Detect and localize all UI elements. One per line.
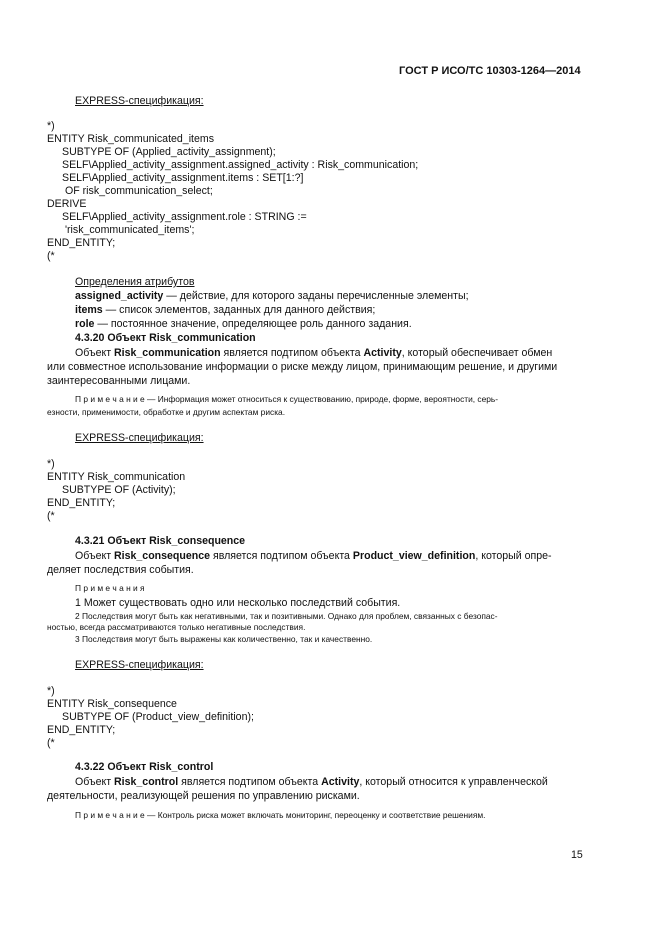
notes-label: П р и м е ч а н и я [75, 583, 145, 593]
attribute-desc: — список элементов, заданных для данного действия; [102, 304, 376, 316]
paragraph [75, 550, 552, 563]
paragraph-line: заинтересованными лицами. [47, 375, 191, 387]
paragraph-line: деятельности, реализующей решения по управлению рисками. [47, 790, 360, 802]
note-label: П р и м е ч а н и е [75, 394, 145, 404]
text: Объект [75, 347, 115, 359]
code-line: (* [47, 250, 55, 262]
express-spec-heading: EXPRESS-спецификация: [75, 432, 204, 444]
note: 3 Последствия могут быть выражены как количественно, так и качественно. [75, 634, 373, 644]
code-line: ENTITY Risk_communicated_items [47, 133, 215, 145]
code-line: SELF\Applied_activity_assignment.role : STRING := [62, 211, 307, 223]
entity-name: Risk_communication [114, 347, 221, 359]
note-line: езности, применимости, обработке и другим аспектам риска. [47, 407, 286, 417]
express-spec-heading: EXPRESS-спецификация: [75, 659, 204, 671]
text: , который обеспечивает обмен [401, 347, 553, 359]
note: 1 Может существовать одно или несколько последствий события. [75, 597, 401, 609]
text: является подтипом объекта [178, 776, 322, 788]
code-line: OF risk_communication_select; [65, 185, 213, 197]
text: Объект [75, 550, 115, 562]
entity-name: Risk_consequence [114, 550, 211, 562]
text: является подтипом объекта [210, 550, 353, 562]
paragraph-line: или совместное использование информации о риске между лицом, принимающим решение, и другими [47, 361, 558, 373]
code-line: END_ENTITY; [47, 724, 116, 736]
code-line: ENTITY Risk_communication [47, 471, 186, 483]
document-header: ГОСТ Р ИСО/ТС 10303-1264—2014 [399, 65, 581, 77]
paragraph-line: деляет последствия события. [47, 564, 194, 576]
express-spec-heading: EXPRESS-спецификация: [75, 95, 204, 107]
paragraph [75, 347, 552, 360]
section-title: 4.3.22 Объект Risk_control [75, 761, 214, 773]
note: 2 Последствия могут быть как негативными, так и позитивными. Однако для проблем, связанных с безопас- [75, 611, 498, 621]
section-title: 4.3.21 Объект Risk_consequence [75, 535, 246, 547]
entity-name: Product_view_definition [352, 550, 476, 562]
code-line: (* [47, 510, 55, 522]
text: Объект [75, 776, 115, 788]
code-line: *) [47, 685, 55, 697]
attribute-item [75, 318, 412, 331]
paragraph [75, 776, 548, 789]
code-line: *) [47, 120, 55, 132]
code-line: SELF\Applied_activity_assignment.assigned_activity : Risk_communication; [62, 159, 419, 171]
note-text: — Контроль риска может включать мониторинг, переоценку и соответствие решениям. [144, 810, 486, 820]
attribute-desc: — действие, для которого заданы перечисленные элементы; [163, 290, 469, 302]
attribute-name: assigned_activity [75, 290, 164, 302]
attribute-desc: — постоянное значение, определяющее роль данного задания. [94, 318, 412, 330]
attribute-name: role [75, 318, 95, 330]
entity-name: Activity [321, 776, 360, 788]
code-line: ENTITY Risk_consequence [47, 698, 177, 710]
text: , который опре- [475, 550, 552, 562]
code-line: SUBTYPE OF (Activity); [62, 484, 176, 496]
page-number: 15 [571, 849, 583, 861]
code-line: DERIVE [47, 198, 87, 210]
note-label: П р и м е ч а н и е [75, 810, 145, 820]
entity-name: Risk_control [114, 776, 179, 788]
code-line: SELF\Applied_activity_assignment.items : SET[1:?] [62, 172, 304, 184]
code-line: 'risk_communicated_items'; [65, 224, 195, 236]
attributes-heading: Определения атрибутов [75, 276, 195, 288]
note-text: — Информация может относиться к существованию, природе, форме, вероятности, серь- [144, 394, 499, 404]
text: является подтипом объекта [220, 347, 364, 359]
note-line: ностью, всегда рассматриваются только негативные последствия. [47, 622, 306, 632]
section-title: 4.3.20 Объект Risk_communication [75, 332, 256, 344]
code-line: END_ENTITY; [47, 237, 116, 249]
attribute-item [75, 290, 469, 303]
note [75, 810, 485, 821]
note [75, 394, 498, 405]
code-line: SUBTYPE OF (Applied_activity_assignment); [62, 146, 276, 158]
code-line: *) [47, 458, 55, 470]
code-line: SUBTYPE OF (Product_view_definition); [62, 711, 254, 723]
attribute-name: items [75, 304, 103, 316]
attribute-item [75, 304, 375, 317]
text: , который относится к управленческой [359, 776, 548, 788]
code-line: (* [47, 737, 55, 749]
entity-name: Activity [363, 347, 402, 359]
code-line: END_ENTITY; [47, 497, 116, 509]
